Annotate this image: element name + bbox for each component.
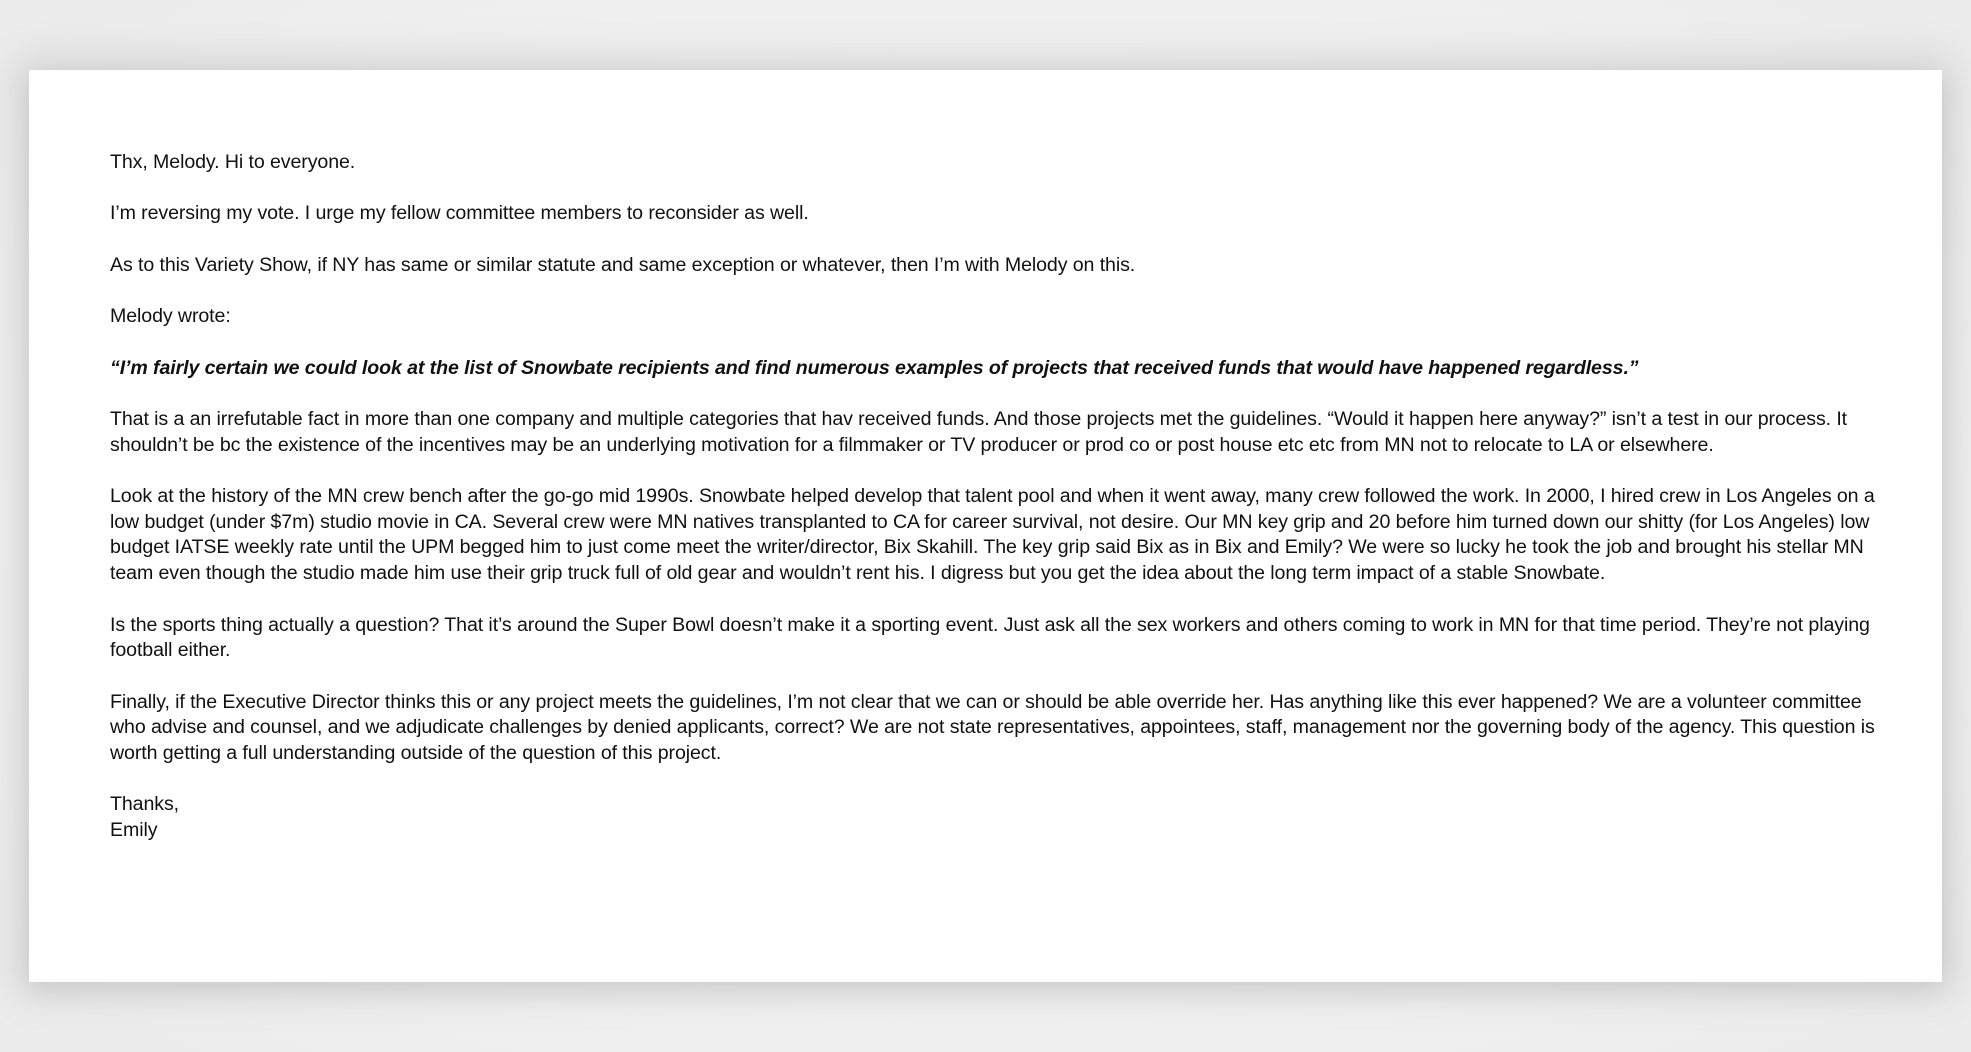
sports-paragraph: Is the sports thing actually a question? That it’s around the Super Bowl doesn’t make it a sporting event. Just ask all the sex workers and others coming to work in MN for that time period. They’re not playing football either. [110,613,1870,662]
vote-paragraph: I’m reversing my vote. I urge my fellow committee members to reconsider as well. [110,202,809,225]
signature: Emily [110,819,158,842]
history-paragraph: Look at the history of the MN crew bench after the go-go mid 1990s. Snowbate helped develop that talent pool and when it went away, many crew followed the work. In 2000, I hired crew in Los Angeles on a low budget (under $7m) studio movie in CA. Several crew were MN natives transplanted to CA for career survival, not desire. Our MN key grip and 20 before him turned down our shitty (for Los Angeles) low budget IATSE weekly rate until the UPM begged him to just come meet the writer/director, Bix Skahill. The key grip said Bix as in Bix and Emily? We were so lucky he took the job and brought his stellar MN team even though the studio made him use their grip truck full of old gear and wouldn’t rent his. I digress but you get the idea about the long term impact of a stable Snowbate. [110,485,1875,585]
variety-show-paragraph: As to this Variety Show, if NY has same or similar statute and same exception or whatever, then I’m with Melody on this. [110,253,1136,276]
closing [110,792,1890,843]
closing-line: Thanks, [110,793,179,816]
quote-intro: Melody wrote: [110,305,231,328]
quoted-text: “I’m fairly certain we could look at the list of Snowbate recipients and find numerous examples of projects that received funds that would have happened regardless.” [110,356,1639,379]
email-body [110,150,1890,844]
email-document [29,70,1942,982]
finally-paragraph: Finally, if the Executive Director thinks this or any project meets the guidelines, I’m not clear that we can or should be able override her. Has anything like this ever happened? We are a volunteer committee who advise and counsel, and we adjudicate challenges by denied applicants, correct? We are not state representatives, appointees, staff, management nor the governing body of the agency. This question is worth getting a full understanding outside of the question of this project. [110,690,1875,765]
greeting-paragraph: Thx, Melody. Hi to everyone. [110,151,356,173]
irrefutable-paragraph: That is a an irrefutable fact in more than one company and multiple categories that hav received funds. And those projects met the guidelines. “Would it happen here anyway?” isn’t a test in our process. It shouldn’t be bc the existence of the incentives may be an underlying motivation for a filmmaker or TV producer or prod co or post house etc etc from MN not to relocate to LA or elsewhere. [110,407,1848,456]
